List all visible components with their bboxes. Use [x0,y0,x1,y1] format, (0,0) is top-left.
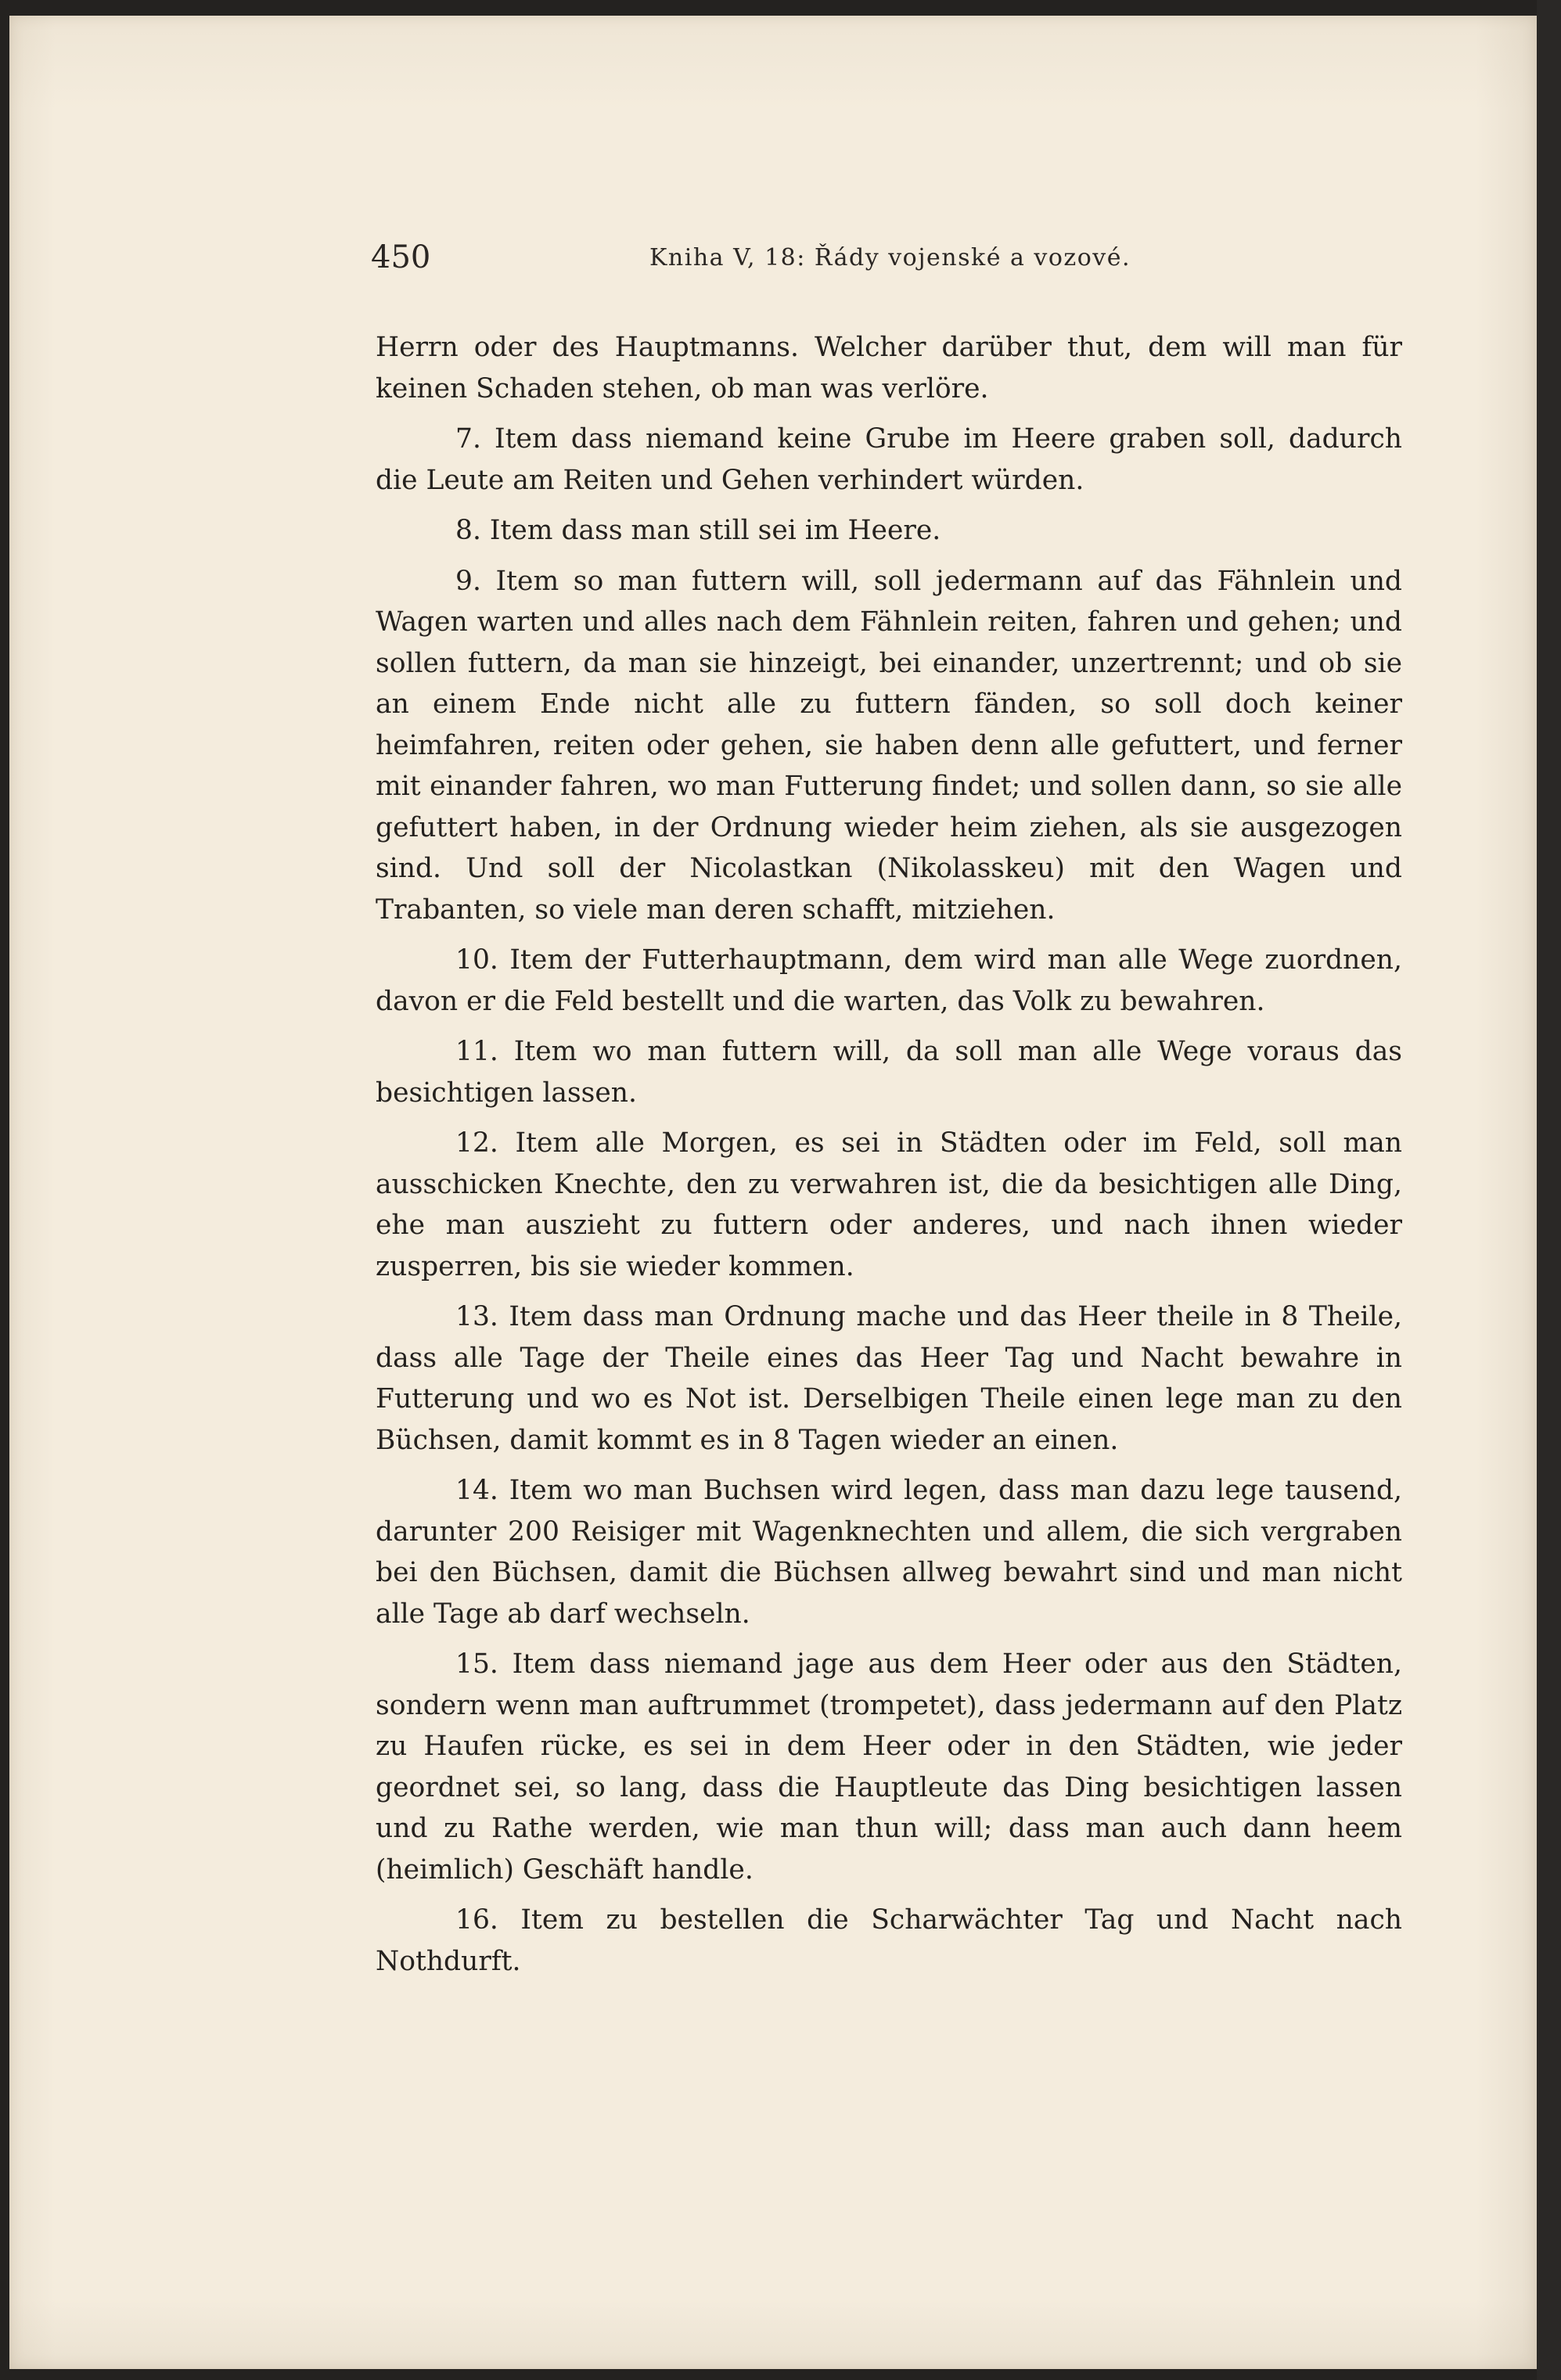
paragraph-item-12: 12. Item alle Morgen, es sei in Städten oder im Feld, soll man ausschicken Knechte, den zu verwahren ist, die da besichtigen alle Ding, ehe man auszieht zu futtern oder anderes, und nach ihnen wieder zusperren, bis sie wieder kommen. [376,1127,1402,1282]
paragraph-item-7: 7. Item dass niemand keine Grube im Heere graben soll, dadurch die Leute am Reiten und Gehen verhindert würden. [376,423,1402,496]
paragraph-item-10: 10. Item der Futterhauptmann, dem wird man alle Wege zuordnen, davon er die Feld bestellt und die warten, das Volk zu bewahren. [376,944,1402,1017]
scan-edge-strip [1537,0,1561,2380]
paragraph-item-16: 16. Item zu bestellen die Scharwächter Tag und Nacht nach Nothdurft. [376,1904,1402,1977]
paragraph-item-13: 13. Item dass man Ordnung mache und das Heer theile in 8 Theile, dass alle Tage der Theile eines das Heer Tag und Nacht bewahre in Futterung und wo es Not ist. Derselbigen Theile einen lege man zu den Büchsen, damit kommt es in 8 Tagen wieder an einen. [376,1301,1402,1456]
chapter-header: Kniha V, 18: Řády vojenské a vozové. [649,244,1131,271]
paragraph-item-8: 8. Item dass man still sei im Heere. [455,515,941,546]
body-text [376,327,1402,1982]
paragraph-item-9: 9. Item so man futtern will, soll jedermann auf das Fähnlein und Wagen warten und alles nach dem Fähnlein reiten, fahren und gehen; und sollen futtern, da man sie hinzeigt, bei einander, unzertrennt; und ob sie an einem Ende nicht alle zu futtern fänden, so soll doch keiner heimfahren, reiten oder gehen, sie haben denn alle gefuttert, und ferner mit einander fahren, wo man Futterung findet; und sollen dann, so sie alle gefuttert haben, in der Ordnung wieder heim ziehen, als sie ausgezogen sind. Und soll der Nicolastkan (Nikolasskeu) mit den Wagen und Trabanten, so viele man deren schafft, mitziehen. [376,565,1402,926]
paragraph-continuation: Herrn oder des Hauptmanns. Welcher darüber thut, dem will man für keinen Schaden stehen, ob man was verlöre. [376,332,1402,404]
running-head [371,236,1404,283]
page-number: 450 [371,239,431,275]
paragraph-item-14: 14. Item wo man Buchsen wird legen, dass man dazu lege tausend, darunter 200 Reisiger mit Wagenknechten und allem, die sich vergraben bei den Büchsen, damit die Büchsen allweg bewahrt sind und man nicht alle Tage ab darf wechseln. [376,1475,1402,1630]
paragraph-item-11: 11. Item wo man futtern will, da soll man alle Wege voraus das besichtigen lassen. [376,1036,1402,1109]
paragraph-item-15: 15. Item dass niemand jage aus dem Heer oder aus den Städten, sondern wenn man auftrummet (trompetet), dass jedermann auf den Platz zu Haufen rücke, es sei in dem Heer oder in den Städten, wie jeder geordnet sei, so lang, dass die Hauptleute das Ding besichtigen lassen und zu Rathe werden, wie man thun will; dass man auch dann heem (heimlich) Geschäft handle. [376,1648,1402,1886]
